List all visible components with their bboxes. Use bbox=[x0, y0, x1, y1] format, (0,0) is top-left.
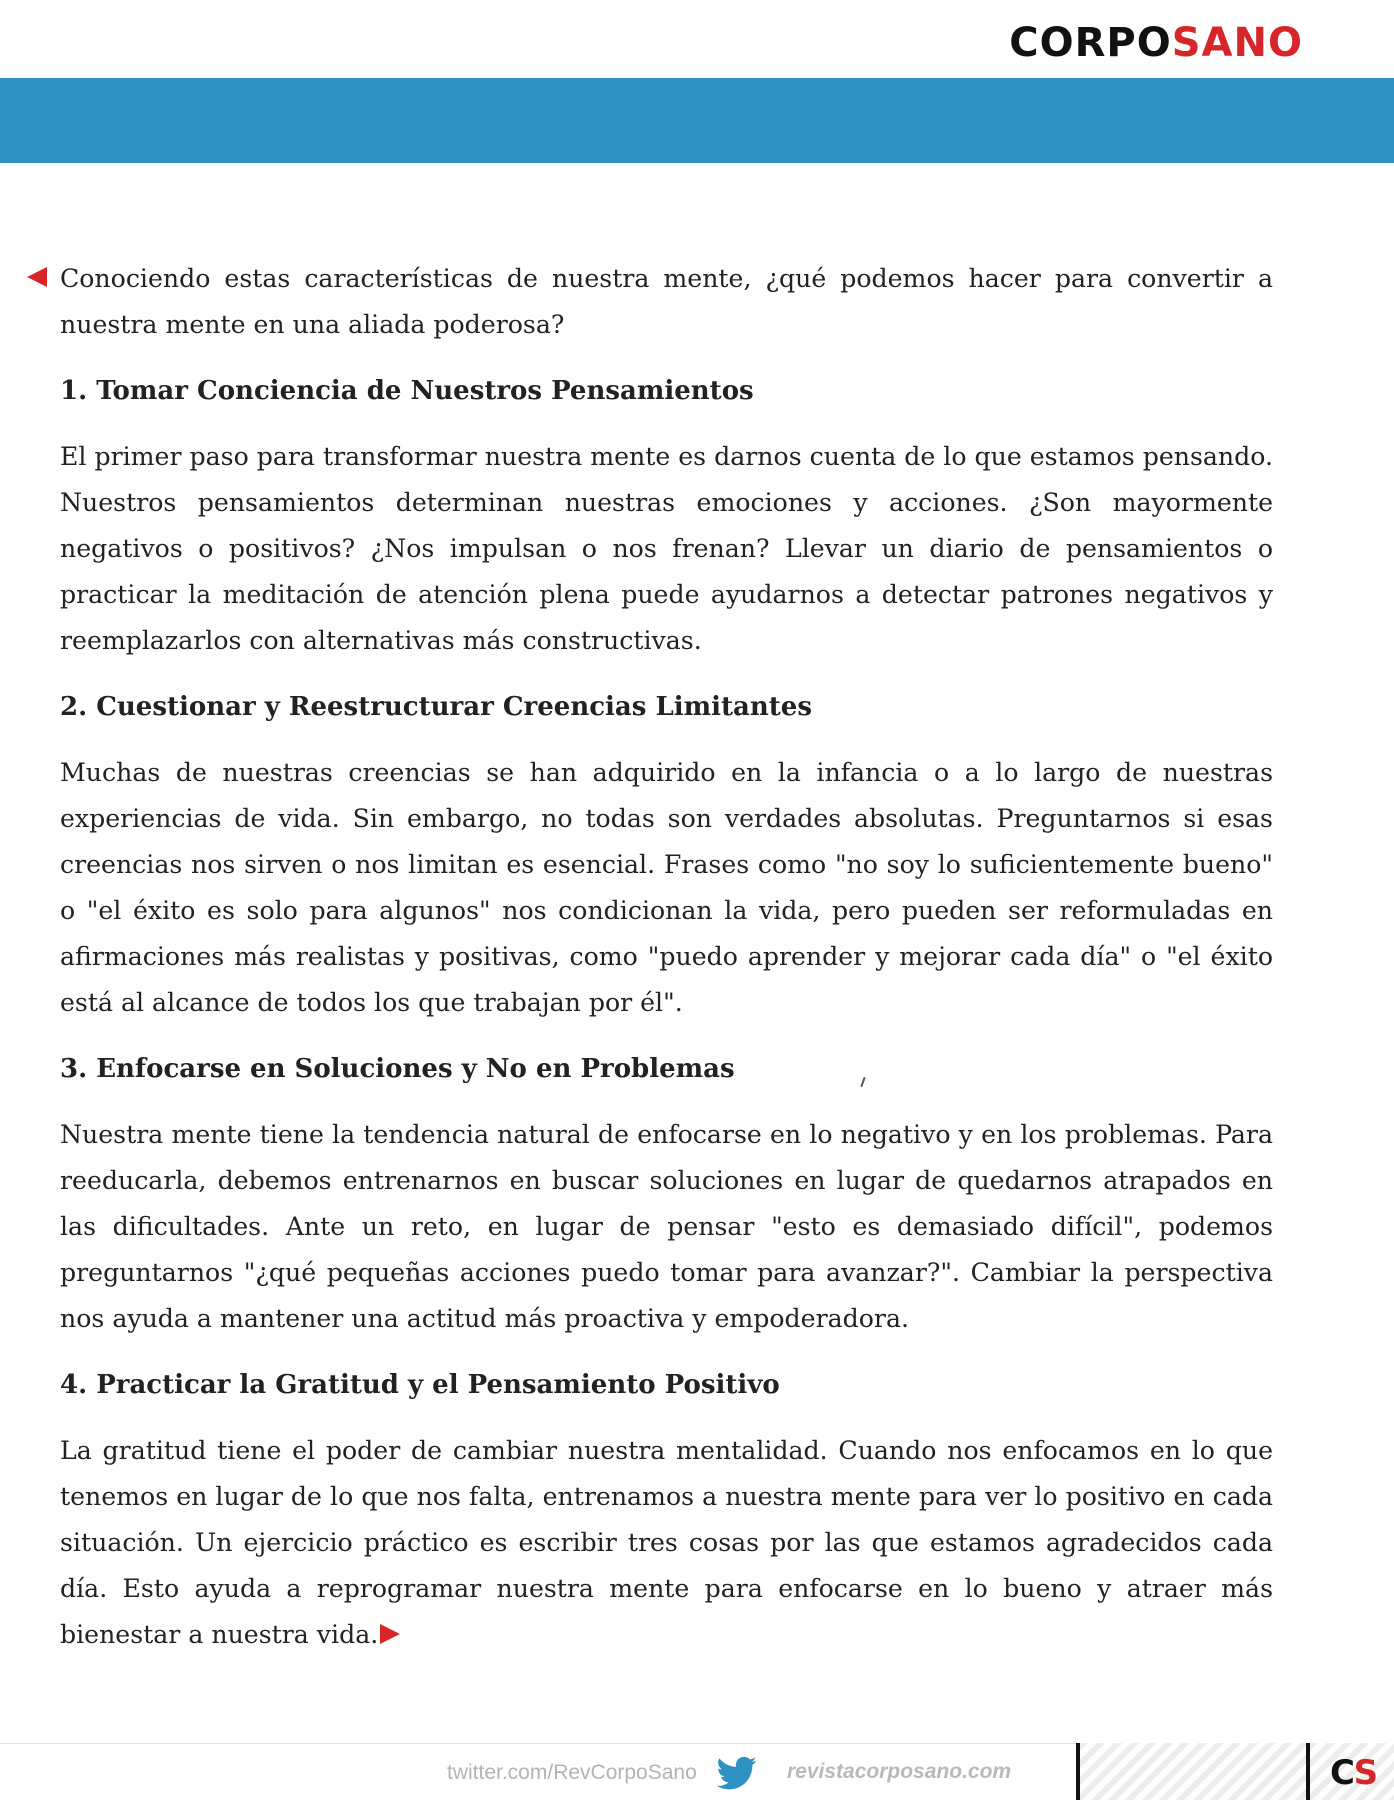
intro-paragraph: Conociendo estas características de nuestra mente, ¿qué podemos hacer para convertir a nuestra mente en una aliada poderosa? bbox=[60, 264, 1273, 339]
footer-hatch-pattern bbox=[1076, 1743, 1306, 1800]
section-1-heading: 1. Tomar Conciencia de Nuestros Pensamientos bbox=[60, 376, 754, 406]
cs-badge bbox=[1306, 1743, 1394, 1800]
footer-divider bbox=[0, 1743, 1076, 1744]
section-3-body: Nuestra mente tiene la tendencia natural de enfocarse en lo negativo y en los problemas. Para reeducarla, debemos entrenarnos en buscar soluciones en lugar de quedarnos atrapados en las dificultades. Ante un reto, en lugar de pensar "esto es demasiado difícil", podemos preguntarnos "¿qué pequeñas acciones puedo tomar para avanzar?". Cambiar la perspectiva nos ayuda a mantener una actitud más proactiva y empoderadora. bbox=[60, 1120, 1273, 1333]
article-end-triangle-icon bbox=[380, 1624, 400, 1644]
cs-badge-s: S bbox=[1353, 1753, 1377, 1793]
cs-badge-logo bbox=[1330, 1753, 1376, 1793]
section-4-paragraph bbox=[60, 1428, 1273, 1658]
article-body bbox=[60, 256, 1273, 1678]
header-color-band bbox=[0, 78, 1394, 163]
masthead bbox=[0, 0, 1394, 78]
cs-badge-c: C bbox=[1330, 1753, 1354, 1793]
twitter-bird-icon bbox=[714, 1753, 760, 1793]
section-4-heading: 4. Practicar la Gratitud y el Pensamiento Positivo bbox=[60, 1370, 780, 1400]
section-3-heading: 3. Enfocarse en Soluciones y No en Problemas bbox=[60, 1054, 735, 1084]
section-1-body: El primer paso para transformar nuestra mente es darnos cuenta de lo que estamos pensando. Nuestros pensamientos determinan nuestras emociones y acciones. ¿Son mayormente negativos o positivos? ¿Nos impulsan o nos frenan? Llevar un diario de pensamientos o practicar la meditación de atención plena puede ayudarnos a detectar patrones negativos y reemplazarlos con alternativas más constructivas. bbox=[60, 442, 1273, 655]
article-start-triangle-icon bbox=[27, 267, 47, 287]
section-2-body: Muchas de nuestras creencias se han adquirido en la infancia o a lo largo de nuestras experiencias de vida. Sin embargo, no todas son verdades absolutas. Preguntarnos si esas creencias nos sirven o nos limitan es esencial. Frases como "no soy lo suficientemente bueno" o "el éxito es solo para algunos" nos condicionan la vida, pero pueden ser reformuladas en afirmaciones más realistas y positivas, como "puedo aprender y mejorar cada día" o "el éxito está al alcance de todos los que trabajan por él". bbox=[60, 758, 1273, 1017]
website-link[interactable]: revistacorposano.com bbox=[787, 1760, 1012, 1783]
logo-corpo: CORPO bbox=[1009, 20, 1172, 66]
twitter-handle-link[interactable]: twitter.com/RevCorpoSano bbox=[447, 1761, 697, 1784]
logo-sano: SANO bbox=[1171, 20, 1303, 66]
section-4-body: La gratitud tiene el poder de cambiar nuestra mentalidad. Cuando nos enfocamos en lo que tenemos en lugar de lo que nos falta, entrenamos a nuestra mente para ver lo positivo en cada situación. Un ejercicio práctico es escribir tres cosas por las que estamos agradecidos cada día. Esto ayuda a reprogramar nuestra mente para enfocarse en lo bueno y atraer más bienestar a nuestra vida. bbox=[60, 1436, 1273, 1649]
section-2-heading: 2. Cuestionar y Reestructurar Creencias Limitantes bbox=[60, 692, 812, 722]
corposano-logo bbox=[1009, 20, 1303, 66]
page-footer bbox=[0, 1743, 1394, 1800]
